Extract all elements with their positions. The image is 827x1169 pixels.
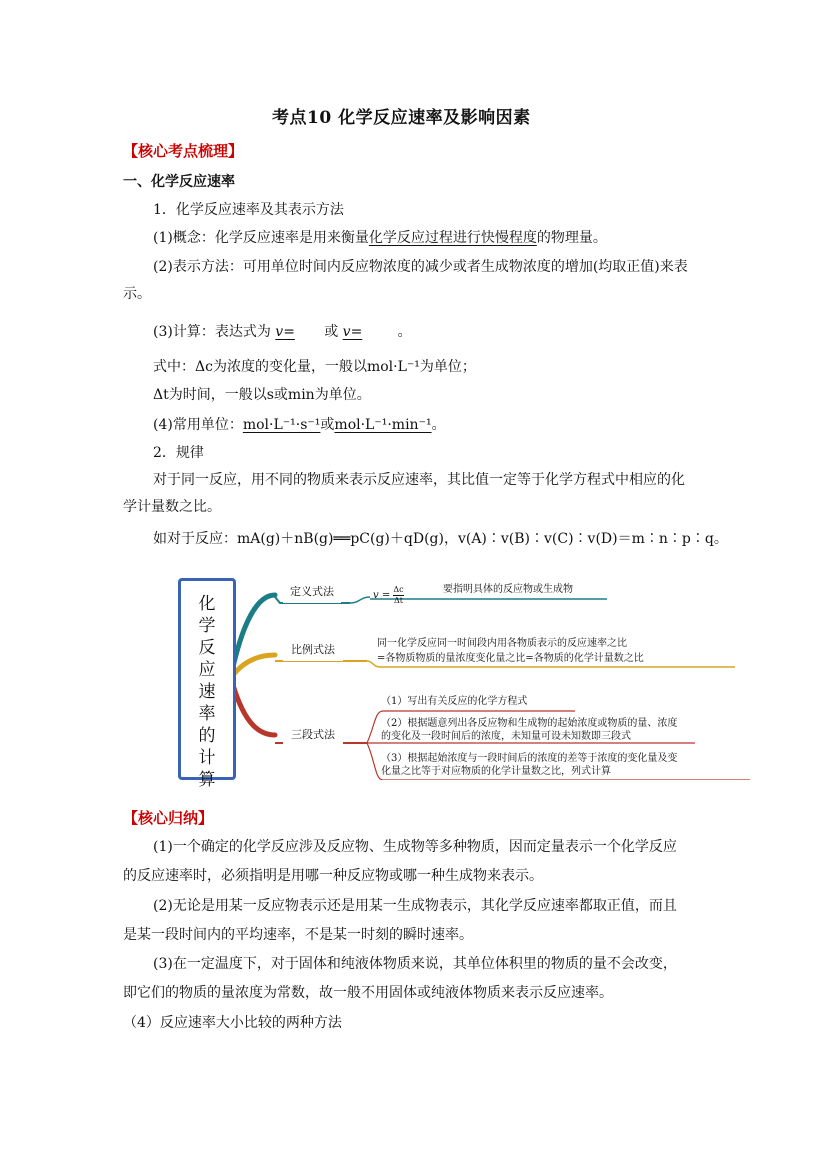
units-end: 。 (431, 417, 446, 433)
units-or: 或 (320, 417, 335, 433)
summary-4: （4）反应速率大小比较的两种方法 (123, 1015, 342, 1031)
center-char: 算 (198, 770, 216, 790)
calc-text: (3)计算：表达式为 (153, 324, 271, 340)
center-char: 反 (198, 638, 216, 658)
paragraph-calculation (153, 322, 412, 342)
mindmap-center-title (181, 593, 233, 791)
formula-fraction (393, 585, 403, 606)
formula-denominator: Δt (394, 596, 404, 605)
center-char: 学 (198, 616, 216, 636)
calc-end: 。 (397, 324, 412, 340)
page-title: 考点10 化学反应速率及影响因素 (272, 108, 531, 128)
calc-eq1: = (283, 324, 295, 340)
summary-2-line1: (2)无论是用某一反应物表示还是用某一生成物表示，其化学反应速率都取正值，而且 (153, 898, 677, 914)
section-summary-heading: 【核心归纳】 (123, 809, 214, 827)
unit-per-minute: mol·L⁻¹·min⁻¹ (334, 417, 432, 433)
center-char: 应 (198, 660, 216, 680)
calc-v1: v (275, 324, 284, 340)
paragraph-delta-c: 式中：Δc为浓度的变化量，一般以mol·L⁻¹为单位； (153, 359, 476, 375)
paragraph-reaction-example: 如对于反应：mA(g)＋nB(g)══pC(g)＋qD(g)，v(A)∶v(B)∶v(C)∶v(D)＝m∶n∶p∶q。 (153, 531, 728, 547)
paragraph-rule-line1: 对于同一反应，用不同的物质来表示反应速率，其比值一定等于化学方程式中相应的化 (153, 472, 685, 488)
summary-3-line1: (3)在一定温度下，对于固体和纯液体物质来说，其单位体积里的物质的量不会改变， (153, 956, 677, 972)
concept-text: (1)概念：化学反应速率是用来衡量 (153, 230, 369, 246)
three-step-item-2a: （2）根据题意列出各反应物和生成物的起始浓度或物质的量、浓度 (381, 718, 678, 729)
definition-formula (373, 585, 404, 606)
node-ratio-desc-2: =各物质物质的量浓度变化量之比=各物质的化学计量数之比 (377, 653, 644, 664)
node-definition-method: 定义式法 (283, 581, 341, 603)
concept-underlined: 化学反应过程进行快慢程度 (368, 230, 537, 246)
calc-or: 或 (324, 324, 339, 340)
concept-suffix: 的物理量。 (536, 230, 607, 246)
calc-v2: v (342, 324, 351, 340)
summary-3-line2: 即它们的物质的量浓度为常数，故一般不用固体或纯液体物质来表示反应速率。 (123, 985, 613, 1001)
center-char: 计 (198, 748, 216, 768)
paragraph-rule-line2: 学计量数之比。 (123, 499, 221, 515)
unit-per-second: mol·L⁻¹·s⁻¹ (242, 417, 321, 433)
units-text: (4)常用单位： (153, 417, 243, 433)
paragraph-units (153, 415, 446, 435)
node-ratio-desc-1: 同一化学反应同一时间段内用各物质表示的反应速率之比 (377, 638, 627, 649)
node-definition-desc: 要指明具体的反应物或生成物 (443, 584, 573, 595)
summary-1-line1: (1)一个确定的化学反应涉及反应物、生成物等多种物质，因而定量表示一个化学反应 (153, 839, 677, 855)
center-char: 的 (198, 726, 216, 746)
subheading-rule: 2．规律 (153, 445, 204, 461)
paragraph-expression-line2: 示。 (123, 286, 151, 302)
summary-2-line2: 是某一段时间内的平均速率，不是某一时刻的瞬时速率。 (123, 927, 473, 943)
calc-formula-2 (343, 322, 383, 342)
node-three-step-method: 三段式法 (283, 724, 343, 746)
three-step-item-1: （1）写出有关反应的化学方程式 (381, 696, 528, 707)
paragraph-expression-line1: (2)表示方法：可用单位时间内反应物浓度的减少或者生成物浓度的增加(均取正值)来表 (153, 259, 688, 275)
summary-1-line2: 的反应速率时，必须指明是用哪一种反应物或哪一种生成物来表示。 (123, 868, 543, 884)
three-step-item-2b: 的变化及一段时间后的浓度，未知量可设未知数即三段式 (381, 731, 631, 742)
subheading-rate-expression: 1．化学反应速率及其表示方法 (153, 202, 344, 218)
three-step-item-3b: 化量之比等于对应物质的化学计量数之比，列式计算 (381, 766, 611, 777)
center-char: 率 (198, 704, 216, 724)
branch-red (233, 685, 275, 735)
heading-reaction-rate: 一、化学反应速率 (123, 174, 235, 190)
paragraph-concept (153, 228, 607, 248)
calc-eq2: = (350, 324, 363, 340)
center-char: 化 (198, 594, 216, 614)
three-step-item-3a: （3）根据起始浓度与一段时间后的浓度的差等于浓度的变化量及变 (381, 753, 678, 764)
mindmap-center-box (178, 578, 236, 790)
node-ratio-method: 比例式法 (283, 639, 343, 661)
rate-calculation-mindmap (175, 575, 755, 790)
formula-numerator: Δc (393, 585, 404, 594)
branch-gold (233, 655, 275, 675)
branch-teal-link (350, 597, 370, 603)
section-core-heading: 【核心考点梳理】 (123, 142, 244, 160)
paragraph-delta-t: Δt为时间，一般以s或min为单位。 (153, 387, 371, 403)
formula-v: v = (373, 590, 391, 601)
center-char: 速 (198, 682, 216, 702)
mindmap-connectors (175, 575, 755, 780)
calc-formula-1 (275, 322, 301, 342)
